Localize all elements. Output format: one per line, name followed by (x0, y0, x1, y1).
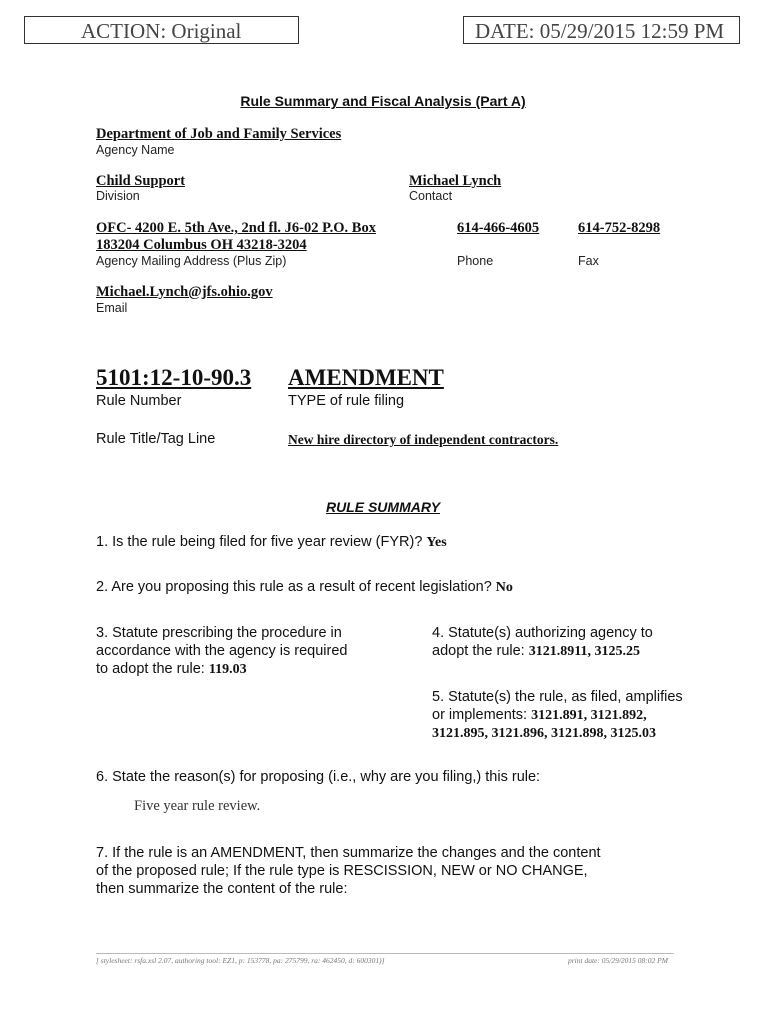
question-2-answer: No (495, 580, 513, 595)
phone-value: 614-466-4605 (457, 220, 540, 236)
fax-label: Fax (578, 254, 599, 268)
question-3-answer: 119.03 (208, 662, 247, 677)
contact-value: Michael Lynch (409, 173, 502, 189)
question-4-line2: adopt the rule: (432, 643, 525, 659)
question-7-line3: then summarize the content of the rule: (96, 881, 348, 897)
question-3-line2: accordance with the agency is required (96, 643, 348, 659)
question-5 (432, 688, 683, 743)
date-text: DATE: 05/29/2015 12:59 PM (475, 19, 725, 43)
contact-label: Contact (409, 189, 453, 203)
rule-type-value: AMENDMENT (288, 365, 444, 390)
phone-label: Phone (457, 254, 494, 268)
question-5-answer-1: 3121.891, 3121.892, (531, 708, 647, 723)
question-5-line1: 5. Statute(s) the rule, as filed, amplifies (432, 689, 683, 705)
question-1 (96, 533, 447, 552)
agency-name-value: Department of Job and Family Services (96, 126, 342, 142)
footer-divider (96, 953, 674, 954)
question-3-line3: to adopt the rule: (96, 661, 205, 677)
action-box (24, 16, 299, 44)
address-line2: 183204 Columbus OH 43218-3204 (96, 237, 307, 253)
question-2 (96, 578, 513, 597)
question-4-answer: 3121.8911, 3125.25 (528, 644, 640, 659)
rule-title-value: New hire directory of independent contractors. (288, 432, 559, 447)
question-3-line1: 3. Statute prescribing the procedure in (96, 625, 342, 641)
rule-number-value: 5101:12-10-90.3 (96, 365, 252, 390)
rule-title-label: Rule Title/Tag Line (96, 431, 216, 447)
email-label: Email (96, 301, 128, 315)
question-1-answer: Yes (426, 535, 447, 550)
question-4-line1: 4. Statute(s) authorizing agency to (432, 625, 653, 641)
division-value: Child Support (96, 173, 186, 189)
footer-print-date: print date: 05/29/2015 08:02 PM (568, 956, 668, 965)
question-7 (96, 844, 601, 898)
address-line1: OFC- 4200 E. 5th Ave., 2nd fl. J6-02 P.O. Box (96, 220, 376, 236)
agency-name-label: Agency Name (96, 143, 175, 157)
footer-stylesheet-info: [ stylesheet: rsfa.xsl 2.07, authoring tool: EZ1, p: 153778, pa: 275799, ra: 462450, d: 600301)] (96, 956, 385, 965)
action-text: ACTION: Original (81, 19, 242, 43)
question-6-text: 6. State the reason(s) for proposing (i.e., why are you filing,) this rule: (96, 769, 541, 785)
question-7-line1: 7. If the rule is an AMENDMENT, then summarize the changes and the content (96, 845, 601, 861)
question-4 (432, 624, 653, 661)
question-6-answer: Five year rule review. (134, 798, 261, 814)
question-7-line2: of the proposed rule; If the rule type is RESCISSION, NEW or NO CHANGE, (96, 863, 588, 879)
division-label: Division (96, 189, 140, 203)
email-value: Michael.Lynch@jfs.ohio.gov (96, 284, 273, 300)
question-2-text: 2. Are you proposing this rule as a result of recent legislation? (96, 579, 492, 595)
rule-number-label: Rule Number (96, 393, 182, 409)
question-3 (96, 624, 347, 679)
rule-summary-heading: RULE SUMMARY (325, 499, 441, 515)
fax-value: 614-752-8298 (578, 220, 661, 236)
address-label: Agency Mailing Address (Plus Zip) (96, 254, 287, 268)
question-1-text: 1. Is the rule being filed for five year review (FYR)? (96, 534, 423, 550)
rule-type-label: TYPE of rule filing (288, 393, 405, 409)
question-5-answer-2: 3121.895, 3121.896, 3121.898, 3125.03 (432, 726, 656, 741)
question-5-line2: or implements: (432, 707, 528, 723)
date-box (463, 16, 740, 44)
page-title: Rule Summary and Fiscal Analysis (Part A) (240, 93, 526, 109)
